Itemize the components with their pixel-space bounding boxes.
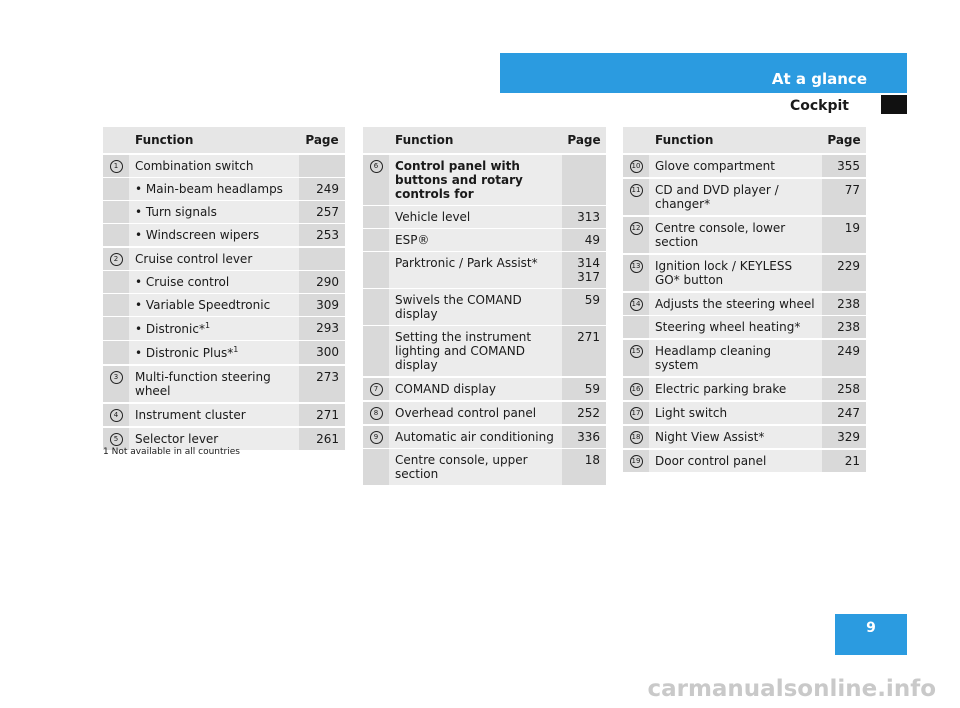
function-label: Night View Assist* (649, 425, 822, 449)
page-ref: 300 (299, 341, 345, 366)
table-row (103, 154, 345, 178)
page-ref: 247 (822, 401, 866, 425)
item-number: 6 (370, 160, 383, 173)
item-number: 12 (630, 222, 643, 235)
table-row (623, 449, 866, 472)
function-table-2 (363, 127, 606, 485)
table-row (363, 289, 606, 326)
table-row (363, 425, 606, 449)
item-number: 8 (370, 407, 383, 420)
function-label: Parktronic / Park Assist* (389, 252, 562, 289)
header-num (623, 127, 649, 154)
page-ref: 258 (822, 377, 866, 401)
item-number: 3 (110, 371, 123, 384)
table-row (363, 326, 606, 378)
page-ref: 18 (562, 449, 606, 486)
item-number: 11 (630, 184, 643, 197)
function-label: • Distronic*$^1$ (129, 317, 299, 341)
table-row (623, 178, 866, 216)
table-row (103, 403, 345, 427)
function-label: Automatic air conditioning (389, 425, 562, 449)
function-label: • Turn signals (129, 201, 299, 224)
function-label: Ignition lock / KEYLESS GO* button (649, 254, 822, 292)
page-ref (562, 154, 606, 206)
function-label: Glove compartment (649, 154, 822, 178)
table-row (363, 401, 606, 425)
header-page: Page (562, 127, 606, 154)
page-ref: 293 (299, 317, 345, 341)
function-label: Vehicle level (389, 206, 562, 229)
function-label: • Distronic Plus*$^1$ (129, 341, 299, 366)
item-number: 17 (630, 407, 643, 420)
page-ref: 238 (822, 292, 866, 316)
function-label: Headlamp cleaning system (649, 339, 822, 377)
function-label: Setting the instrument lighting and COMAND display (389, 326, 562, 378)
table-row (363, 252, 606, 289)
function-label: • Variable Speedtronic (129, 294, 299, 317)
function-label: Door control panel (649, 449, 822, 472)
function-label: Overhead control panel (389, 401, 562, 425)
subsection-header: Cockpit (789, 98, 849, 114)
table-row (363, 377, 606, 401)
item-number: 9 (370, 431, 383, 444)
page-ref: 77 (822, 178, 866, 216)
page-ref: 59 (562, 377, 606, 401)
function-label: COMAND display (389, 377, 562, 401)
item-number: 7 (370, 383, 383, 396)
header-function: Function (389, 127, 562, 154)
table-row (103, 271, 345, 294)
table-row (363, 154, 606, 206)
function-label: • Cruise control (129, 271, 299, 294)
table-row (103, 365, 345, 403)
footnote: 1 Not available in all countries (103, 447, 240, 457)
item-number: 19 (630, 455, 643, 468)
function-label: • Windscreen wipers (129, 224, 299, 248)
page-ref: 257 (299, 201, 345, 224)
page-ref: 253 (299, 224, 345, 248)
page-ref: 252 (562, 401, 606, 425)
page-ref: 271 (299, 403, 345, 427)
table-row (623, 316, 866, 340)
page-ref: 273 (299, 365, 345, 403)
page-ref: 229 (822, 254, 866, 292)
page-ref: 314 317 (562, 252, 606, 289)
page-ref (299, 247, 345, 271)
table-row (103, 247, 345, 271)
header-num (103, 127, 129, 154)
page-ref: 309 (299, 294, 345, 317)
header-function: Function (129, 127, 299, 154)
function-label: Light switch (649, 401, 822, 425)
table-row (623, 339, 866, 377)
header-page: Page (299, 127, 345, 154)
function-table-3 (623, 127, 866, 472)
table-row (623, 216, 866, 254)
page-ref: 271 (562, 326, 606, 378)
subsection-marker (881, 95, 907, 114)
item-number: 14 (630, 298, 643, 311)
page-ref: 59 (562, 289, 606, 326)
table-row (103, 294, 345, 317)
function-label: Instrument cluster (129, 403, 299, 427)
table-row (103, 224, 345, 248)
page-ref: 21 (822, 449, 866, 472)
table-row (623, 401, 866, 425)
page-ref: 329 (822, 425, 866, 449)
table-row (363, 229, 606, 252)
page-number: 9 (835, 614, 907, 655)
table-row (623, 377, 866, 401)
header-function: Function (649, 127, 822, 154)
item-number: 16 (630, 383, 643, 396)
table-row (623, 425, 866, 449)
function-label: ESP® (389, 229, 562, 252)
item-number: 1 (110, 160, 123, 173)
section-header: At a glance (500, 53, 907, 93)
table-row (363, 449, 606, 486)
page-ref: 249 (822, 339, 866, 377)
function-label: Multi-function steering wheel (129, 365, 299, 403)
item-number: 13 (630, 260, 643, 273)
item-number: 18 (630, 431, 643, 444)
table-row (623, 154, 866, 178)
page-ref: 313 (562, 206, 606, 229)
function-label: Cruise control lever (129, 247, 299, 271)
page-ref: 336 (562, 425, 606, 449)
page-ref: 355 (822, 154, 866, 178)
page-ref: 238 (822, 316, 866, 340)
table-row (363, 206, 606, 229)
header-num (363, 127, 389, 154)
function-label: Selector lever (129, 427, 299, 450)
item-number: 15 (630, 345, 643, 358)
table-row (623, 254, 866, 292)
function-label: Adjusts the steering wheel (649, 292, 822, 316)
function-label: Centre console, lower section (649, 216, 822, 254)
table-row (103, 201, 345, 224)
function-table-1 (103, 127, 345, 450)
function-label: Control panel with buttons and rotary controls for (389, 154, 562, 206)
item-number: 10 (630, 160, 643, 173)
function-label: Electric parking brake (649, 377, 822, 401)
table-row (623, 292, 866, 316)
function-label: Centre console, upper section (389, 449, 562, 486)
table-row (103, 341, 345, 366)
function-label: • Main-beam headlamps (129, 178, 299, 201)
item-number: 4 (110, 409, 123, 422)
page-ref (299, 154, 345, 178)
page-ref: 261 (299, 427, 345, 450)
function-label: Combination switch (129, 154, 299, 178)
item-number: 5 (110, 433, 123, 446)
page-ref: 49 (562, 229, 606, 252)
table-row (103, 317, 345, 341)
function-label: Steering wheel heating* (649, 316, 822, 340)
page-ref: 290 (299, 271, 345, 294)
item-number: 2 (110, 253, 123, 266)
page-ref: 19 (822, 216, 866, 254)
function-label: CD and DVD player / changer* (649, 178, 822, 216)
page-ref: 249 (299, 178, 345, 201)
watermark: carmanualsonline.info (647, 676, 936, 702)
table-row (103, 178, 345, 201)
header-page: Page (822, 127, 866, 154)
function-label: Swivels the COMAND display (389, 289, 562, 326)
